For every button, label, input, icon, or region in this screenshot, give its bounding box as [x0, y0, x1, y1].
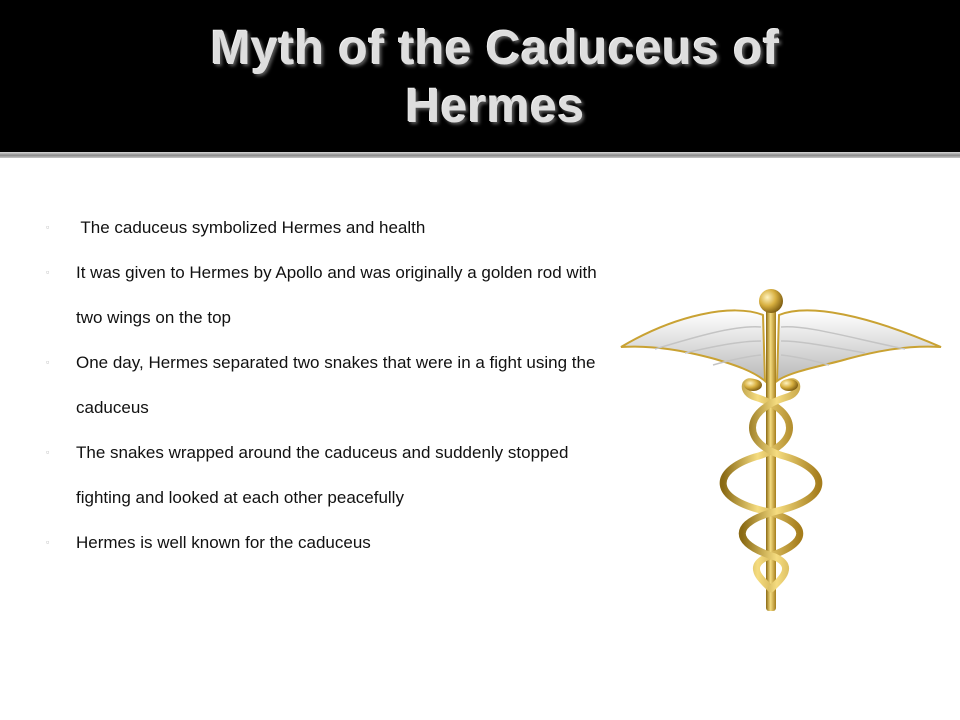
right-wing: [777, 310, 941, 381]
staff-knob: [759, 289, 783, 313]
staff: [766, 303, 776, 611]
snake-head-left: [744, 379, 762, 391]
title-bar: [0, 0, 960, 152]
bullet-marker-icon: ▫: [46, 447, 50, 457]
left-wing: [621, 310, 765, 381]
bullet-list: [46, 205, 606, 565]
bullet-text: The snakes wrapped around the caduceus and suddenly stopped fighting and looked at each other peacefully: [76, 443, 569, 507]
bullet-text: It was given to Hermes by Apollo and was originally a golden rod with two wings on the top: [76, 263, 597, 327]
bullet-text: Hermes is well known for the caduceus: [76, 533, 371, 552]
bullet-item: [46, 340, 606, 430]
title-divider: [0, 152, 960, 158]
caduceus-image: [615, 285, 945, 615]
bullet-text: One day, Hermes separated two snakes that were in a fight using the caduceus: [76, 353, 596, 417]
bullet-item: [46, 520, 606, 565]
bullet-marker-icon: ▫: [46, 222, 50, 232]
bullet-marker-icon: ▫: [46, 357, 50, 367]
snake-head-right: [780, 379, 798, 391]
bullet-item: [46, 250, 606, 340]
bullet-marker-icon: ▫: [46, 537, 50, 547]
slide-title: Myth of the Caduceus of Hermes: [210, 22, 780, 133]
bullet-marker-icon: ▫: [46, 267, 50, 277]
bullet-item: [46, 205, 606, 250]
bullet-text: The caduceus symbolized Hermes and health: [76, 218, 426, 237]
bullet-item: [46, 430, 606, 520]
